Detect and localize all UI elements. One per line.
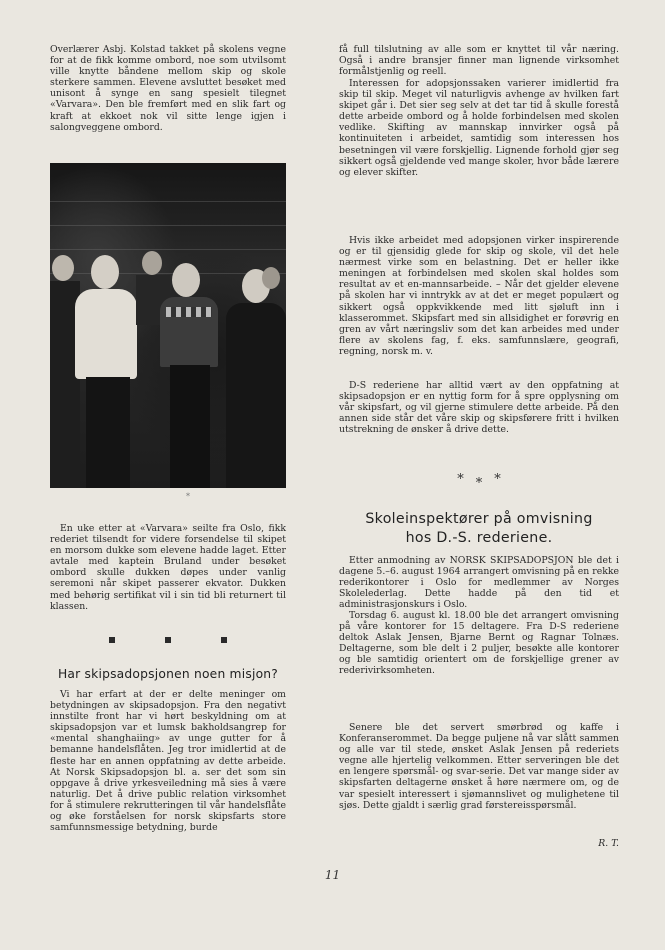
section-divider-stars xyxy=(339,472,619,491)
article-heading-misjon: Har skipsadopsjonen noen misjon? xyxy=(57,667,279,681)
right-paragraph-5: Etter anmodning av NORSK SKIPSADOPSJON ble det i dagene 5.–6. august 1964 arrangert omvisning på en rekke rederikontorer i Oslo for medlemmer av Norges Skolelederlag. Dette hadde på den tid et administrasjonskurs i Oslo. xyxy=(339,555,619,611)
right-paragraph-4: D-S rederiene har alltid vært av den oppfatning at skipsadopsjon er en nyttig form for å spre opplysning om vår skipsfart, og vil gjerne stimulere dette arbeide. På den annen side står det våre skip og skipsførere fritt i hvilken utstrekning de ønsker å drive dette. xyxy=(339,380,619,436)
section-divider-star: * xyxy=(186,492,190,501)
right-paragraph-6: Torsdag 6. august kl. 18.00 ble det arrangert omvisning på våre kontorer for 15 deltagere. Fra D-S rederiene deltok Aslak Jensen, Bjarne Bernt og Ragnar Tolnæs. Deltagerne, som ble delt i 2 puljer, besøkte alle kontorer og ble samtidig orientert om de forskjellige grener av rederivirksomheten. xyxy=(339,610,619,677)
heading-line-2: hos D.-S. rederiene. xyxy=(405,529,553,546)
school-choir-photo xyxy=(50,163,286,488)
divider-star: * xyxy=(457,472,464,487)
left-paragraph-1: Overlærer Asbj. Kolstad takket på skolens vegne for at de fikk komme ombord, noe som utvilsomt ville knytte båndene mellom skip og skole sterkere sammen. Elevene avsluttet besøket med unisont å synge en sang spesielt tilegnet «Varvara». Den ble fremført med en slik fart og kraft at ekkoet nok vil sitte lenge igjen i salongveggene ombord. xyxy=(50,44,286,133)
right-paragraph-2: Interessen for adopsjonssaken varierer imidlertid fra skip til skip. Meget vil naturligvis avhenge av hvilken fart skipet går i. Det sier seg selv at det tar tid å skulle forestå dette arbeide ombord og å holde forbindelsen med skolen vedlike. Skifting av mannskap innvirker også på kontinuiteten i arbeidet, samtidig som interessen hos besetningen vil være forskjellig. Lignende forhold gjør seg sikkert også gjeldende ved mange skoler, hvor både lærere og elever skifter. xyxy=(339,78,619,178)
divider-star: * xyxy=(475,476,483,491)
page-number: 11 xyxy=(324,868,341,882)
heading-line-1: Skoleinspektører på omvisning xyxy=(365,511,593,527)
divider-square xyxy=(109,637,115,643)
signature: R. T. xyxy=(598,838,619,849)
left-paragraph-2: En uke etter at «Varvara» seilte fra Oslo, fikk rederiet tilsendt for videre forsendelse til skipet en morsom dukke som elevene hadde laget. Etter avtale med kaptein Bruland under besøket ombord skulle dukken døpes under vanlig seremoni når skipet passerer ekvator. Dukken med behørig sertifikat vil i sin tid bli returnert til klassen. xyxy=(50,523,286,612)
right-paragraph-7: Senere ble det servert smørbrød og kaffe i Konferanserommet. Da begge puljene nå var slått sammen og alle var til stede, ønsket Aslak Jensen på rederiets vegne alle hjertelig velkommen. Etter serveringen ble det en lengere spørsmål- og svar-serie. Det var mange sider av skipsfarten deltagerne ønsket å høre nærmere om, og de var spesielt interessert i sjømannslivet og mulighetene til sjøs. Dette gjaldt i særlig grad førstereisspørsmål. xyxy=(339,722,619,811)
right-paragraph-3: Hvis ikke arbeidet med adopsjonen virker inspirerende og er til gjensidig glede for skip og skole, vil det hele nærmest virke som en belastning. Det er heller ikke meningen at forbindelsen med skolen skal holdes som resultat av et en-mannsarbeide. – Når det gjelder elevene på skolen har vi inntrykk av at det er meget populært og sikkert også oppkvikkende med litt sjøluft inn i klasserommet. Skipsfart med sin allsidighet er forøvrig en gren av vårt næringsliv som det kan arbeides med under flere av skolens fag, f. eks. samfunnslære, geografi, regning, norsk m. v. xyxy=(339,235,619,357)
divider-star: * xyxy=(494,472,501,487)
section-divider-squares xyxy=(50,628,286,647)
article-heading-omvisning xyxy=(339,510,619,547)
divider-square xyxy=(165,637,171,643)
right-paragraph-1: få full tilslutning av alle som er knyttet til vår næring. Også i andre bransjer finner man lignende virksomhet formålstjenlig og reell. xyxy=(339,44,619,78)
divider-square xyxy=(221,637,227,643)
left-paragraph-3: Vi har erfart at der er delte meninger om betydningen av skipsadopsjon. Fra den negativt innstilte front har vi hørt beskyldning om at skipsadopsjon var et lumsk bakholdsangrep for «mental shanghaiing» av unge gutter for å bemanne handelsflåten. Jeg tror imidlertid at de fleste har en annen oppfatning av dette arbeide. At Norsk Skipsadopsjon bl. a. ser det som sin oppgave å drive yrkesveiledning må sies å være naturlig. Det å drive public relation virksomhet for å stimulere rekrutteringen til vår handelsflåte og øke forståelsen for norsk skipsfarts store samfunnsmessige betydning, burde xyxy=(50,689,286,834)
